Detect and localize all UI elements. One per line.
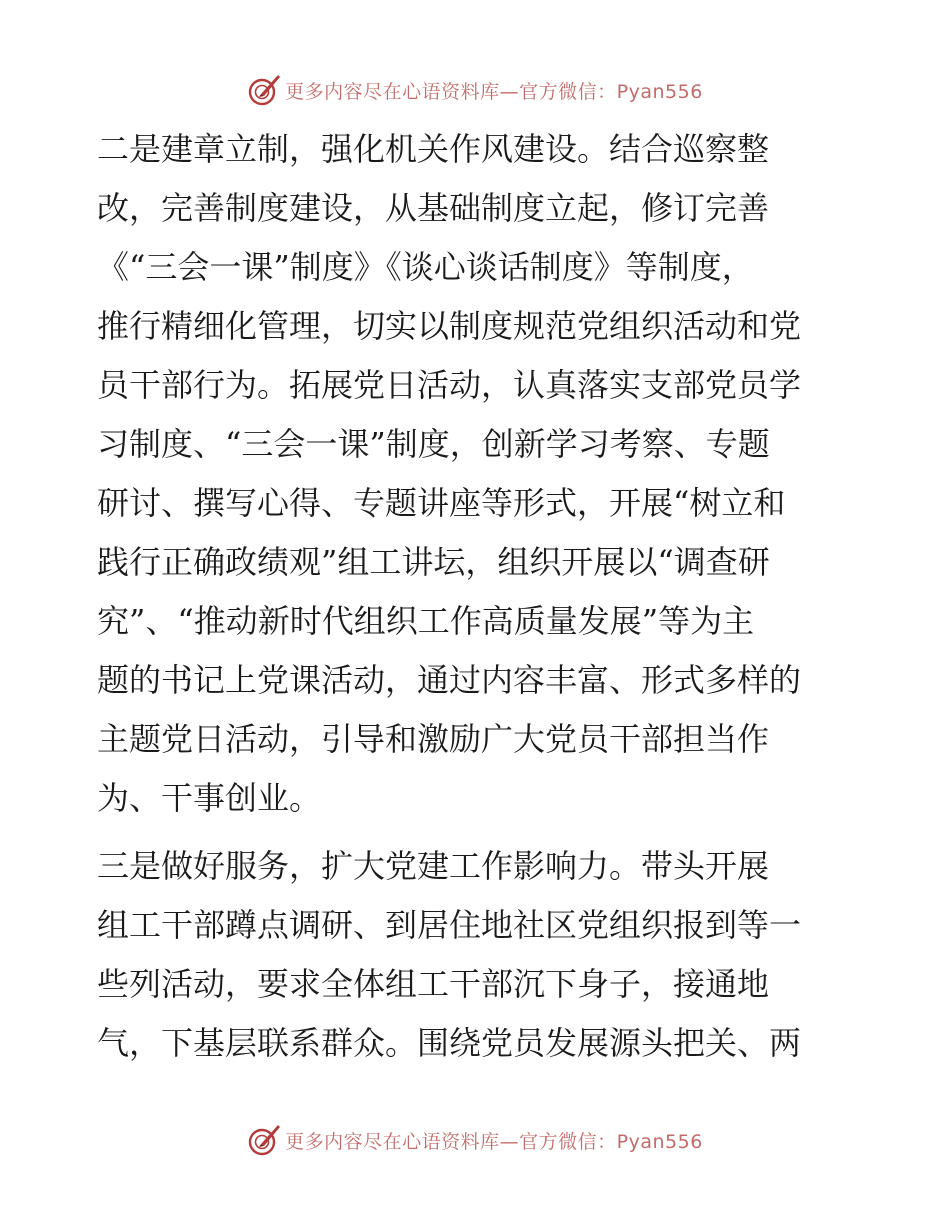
- paragraph: [97, 127, 857, 820]
- text-line: 题的书记上党课活动，通过内容丰富、形式多样的: [97, 661, 802, 699]
- text-line: 些列活动，要求全体组工干部沉下身子，接通地: [97, 965, 770, 1003]
- header-banner-text: 更多内容尽在心语资料库—官方微信：Pyan556: [285, 80, 703, 103]
- text-line: 践行正确政绩观”组工讲坛，组织开展以“调查研: [97, 543, 770, 581]
- text-line: 主题党日活动，引导和激励广大党员干部担当作: [97, 720, 770, 758]
- text-line: 《“三会一课”制度》《谈心谈话制度》等制度，: [97, 248, 754, 286]
- quill-logo-icon: [247, 72, 283, 108]
- text-line: 改，完善制度建设，从基础制度立起，修订完善: [97, 189, 770, 227]
- quill-logo-icon: [247, 1122, 283, 1158]
- text-line: 组工干部蹲点调研、到居住地社区党组织报到等一: [97, 906, 802, 944]
- text-line: 推行精细化管理，切实以制度规范党组织活动和党: [97, 307, 802, 345]
- text-line: 三是做好服务，扩大党建工作影响力。带头开展: [97, 847, 770, 885]
- footer-banner: [0, 1120, 950, 1160]
- paragraph: [97, 844, 857, 1065]
- text-line: 研讨、撰写心得、专题讲座等形式，开展“树立和: [97, 484, 786, 522]
- header-banner: [0, 70, 950, 110]
- text-line: 二是建章立制，强化机关作风建设。结合巡察整: [97, 130, 770, 168]
- text-line: 气，下基层联系群众。围绕党员发展源头把关、两: [97, 1024, 802, 1062]
- text-line: 习制度、“三会一课”制度，创新学习考察、专题: [97, 425, 770, 463]
- footer-banner-text: 更多内容尽在心语资料库—官方微信：Pyan556: [285, 1130, 703, 1153]
- text-line: 为、干事创业。: [97, 779, 322, 817]
- text-line: 究”、“推动新时代组织工作高质量发展”等为主: [97, 602, 755, 640]
- document-body: [97, 127, 857, 1080]
- text-line: 员干部行为。拓展党日活动，认真落实支部党员学: [97, 366, 802, 404]
- paragraph-spacer: [97, 835, 857, 844]
